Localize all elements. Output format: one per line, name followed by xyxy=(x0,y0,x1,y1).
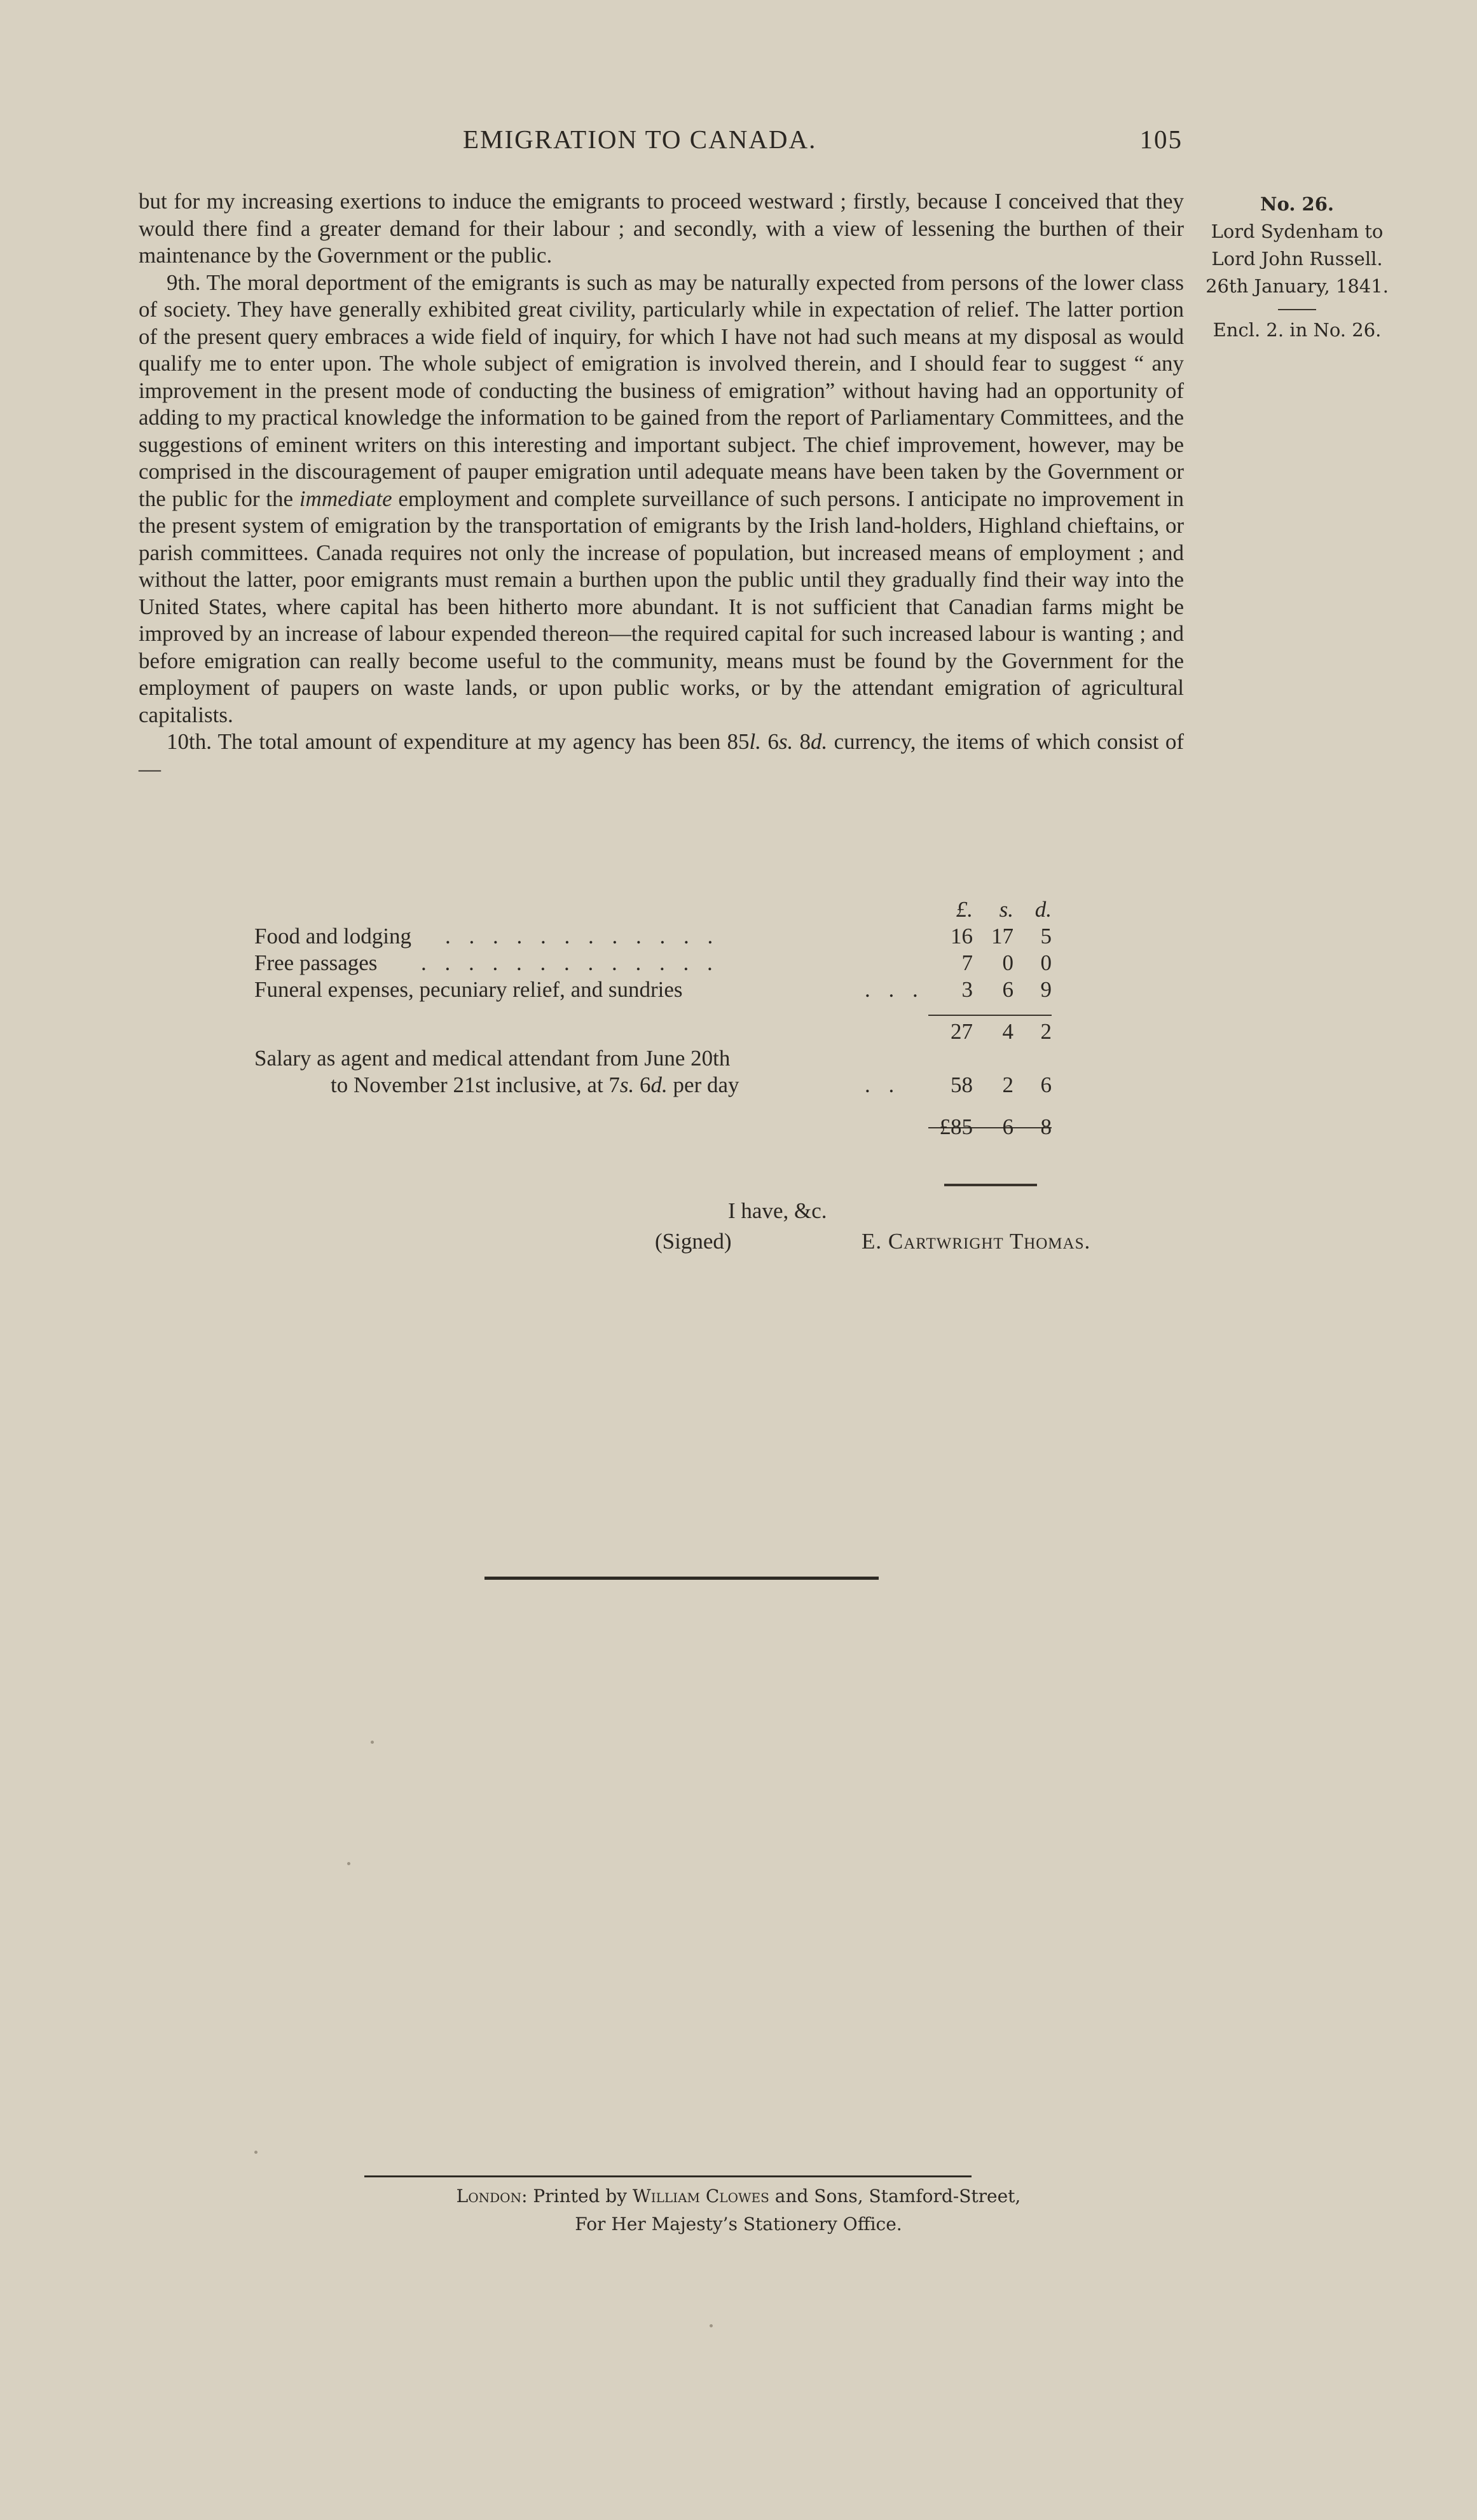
paragraph-continued xyxy=(139,188,1184,270)
item-label: Funeral expenses, pecuniary relief, and sundries xyxy=(254,977,683,1002)
unit-shillings: s. xyxy=(619,1072,635,1097)
account-header-row xyxy=(254,896,1055,923)
item-shillings: 6 xyxy=(1002,977,1013,1002)
account-row xyxy=(254,923,1055,950)
paragraph-9th-text: 9th. The moral deportment of the emigrants is such as may be naturally expected from persons of the lower class of society. They have generally exhibited great civility, particularly while in expectation of relief. The latter portion of the present query embraces a wide field of inquiry, for which I have not had such means at my disposal as would qualify me to enter upon. The whole subject of emigration is involved therein, and I should fear to suggest “ any improvement in the present mode of conducting the business of emigration” without having had an opportunity of adding to my practical knowledge the information to be gained from the report of Parliamentary Committees, and the suggestions of eminent writers on this interesting and important subject. The chief improvement, however, may be comprised in the discouragement of pauper emigration until adequate means have been taken by the Government or the public for the xyxy=(139,270,1184,511)
item-pence: 9 xyxy=(1040,977,1052,1002)
imprint-printer: William Clowes xyxy=(632,2186,769,2207)
total-pence: 8 xyxy=(1040,1114,1052,1139)
total-pounds: £85 xyxy=(939,1114,973,1139)
paragraph-10th-text: currency, the items of which consist of— xyxy=(139,729,1184,781)
header-pounds: £. xyxy=(956,897,973,922)
salary-pounds: 58 xyxy=(951,1072,973,1097)
salary-label: Salary as agent and medical attendant from June 20th xyxy=(254,1046,731,1071)
header-pence: d. xyxy=(1034,897,1052,922)
salary-text: per day xyxy=(667,1072,739,1097)
paper-speck xyxy=(347,1862,350,1865)
subtotal-pounds: 27 xyxy=(951,1019,973,1044)
total-row xyxy=(254,1114,1055,1140)
margin-rule xyxy=(1278,309,1316,310)
item-pence: 0 xyxy=(1040,950,1052,975)
margin-from-to-2: Lord John Russell. xyxy=(1211,248,1383,270)
salary-text: to November 21st inclusive, at 7 xyxy=(331,1072,620,1097)
paper-speck xyxy=(371,1741,374,1744)
margin-from-to-1: Lord Sydenham to xyxy=(1211,221,1384,242)
item-pounds: 7 xyxy=(961,950,973,975)
body-line: but for my increasing exertions to induce the emigrants to proceed westward ; firstly, because xyxy=(139,189,988,214)
item-pounds: 16 xyxy=(951,924,973,948)
total-shillings: 6 xyxy=(1002,1114,1013,1139)
unit-shillings: s. xyxy=(778,729,793,754)
section-end-rule xyxy=(484,1577,879,1580)
account-row xyxy=(254,976,1055,1003)
margin-date: 26th January, 1841. xyxy=(1206,275,1389,297)
subtotal-shillings: 4 xyxy=(1002,1019,1013,1044)
imprint-city: London xyxy=(456,2186,522,2207)
imprint-line-1 xyxy=(0,2186,1477,2207)
paper-speck xyxy=(254,2151,258,2154)
subtotal-row xyxy=(254,1018,1055,1045)
closing-phrase: I have, &c. xyxy=(728,1198,827,1223)
paragraph-10th-text: 8 xyxy=(793,729,811,754)
salary-row-2 xyxy=(254,1072,1055,1099)
margin-doc-number: No. 26. xyxy=(1260,193,1334,215)
header-shillings: s. xyxy=(999,897,1013,922)
leader-dots: . . . . . . . . . . . . xyxy=(445,924,720,948)
imprint-rule xyxy=(364,2175,972,2177)
imprint-line-2: For Her Majesty’s Stationery Office. xyxy=(575,2214,902,2235)
expenditure-account xyxy=(254,896,1055,1140)
paragraph-10th xyxy=(139,729,1184,783)
paragraph-9th xyxy=(139,270,1184,729)
running-title: EMIGRATION TO CANADA. xyxy=(463,125,817,154)
item-pounds: 3 xyxy=(961,977,973,1002)
imprint-text: and Sons, Stamford-Street, xyxy=(769,2186,1021,2207)
paragraph-10th-text: 6 xyxy=(761,729,779,754)
margin-enclosure: Encl. 2. in No. 26. xyxy=(1213,319,1382,341)
account-row xyxy=(254,950,1055,976)
leader-dots: . . . xyxy=(865,977,924,1002)
salary-text: 6 xyxy=(634,1072,651,1097)
signed-label: (Signed) xyxy=(655,1229,732,1254)
imprint-text: : Printed by xyxy=(521,2186,633,2207)
closing-rule xyxy=(944,1184,1037,1186)
item-pence: 5 xyxy=(1040,924,1052,948)
body-text xyxy=(139,188,1184,783)
unit-pence: d. xyxy=(650,1072,668,1097)
item-label: Food and lodging xyxy=(254,924,411,948)
salary-row-1 xyxy=(254,1045,1055,1072)
item-shillings: 17 xyxy=(991,924,1013,948)
leader-dots: . . . . . . . . . . . . . xyxy=(421,950,719,975)
body-line: I conceived that they would there find a greater demand for their labour ; and secondly, with xyxy=(139,189,1185,241)
margin-notes xyxy=(1195,191,1399,344)
salary-pence: 6 xyxy=(1040,1072,1052,1097)
subtotal-pence: 2 xyxy=(1040,1019,1052,1044)
paragraph-10th-text: 10th. The total amount of expenditure at my agency has been 85 xyxy=(167,729,750,754)
subtotal-rule xyxy=(928,1015,1052,1016)
item-shillings: 0 xyxy=(1002,950,1013,975)
leader-dots: . . xyxy=(865,1072,901,1097)
italic-word: immediate xyxy=(299,486,392,511)
page-number: 105 xyxy=(1139,125,1183,154)
unit-pounds: l. xyxy=(749,729,762,754)
salary-shillings: 2 xyxy=(1002,1072,1013,1097)
salary-label-cont xyxy=(331,1072,739,1099)
paragraph-9th-text-cont: employment and complete surveillance of such persons. I anticipate no improvement in the present system of emigration by the transportation of emigrants by the Irish land-holders, Highland chieftains, or parish committees. Canada requires not only the increase of population, but increased means of employment ; and without the latter, poor emigrants must remain a burthen upon the public until they gradually find their way into the United States, where capital has been hitherto more abundant. It is not sufficient that Canadian farms might be improved by an increase of labour expended thereon—the required capital for such increased labour is wanting ; and before emigration can really become useful to the community, means must be found by the Government for the employment of paupers on waste lands, or upon public works, or by the attendant emigration of agricultural capitalists. xyxy=(139,486,1184,727)
body-line: a view of lessening the burthen of their maintenance by the Government or the public. xyxy=(139,216,1184,268)
item-label: Free passages xyxy=(254,950,378,975)
unit-pence: d. xyxy=(811,729,828,754)
signatory-name: E. Cartwright Thomas. xyxy=(862,1229,1091,1254)
paper-speck xyxy=(710,2324,713,2327)
